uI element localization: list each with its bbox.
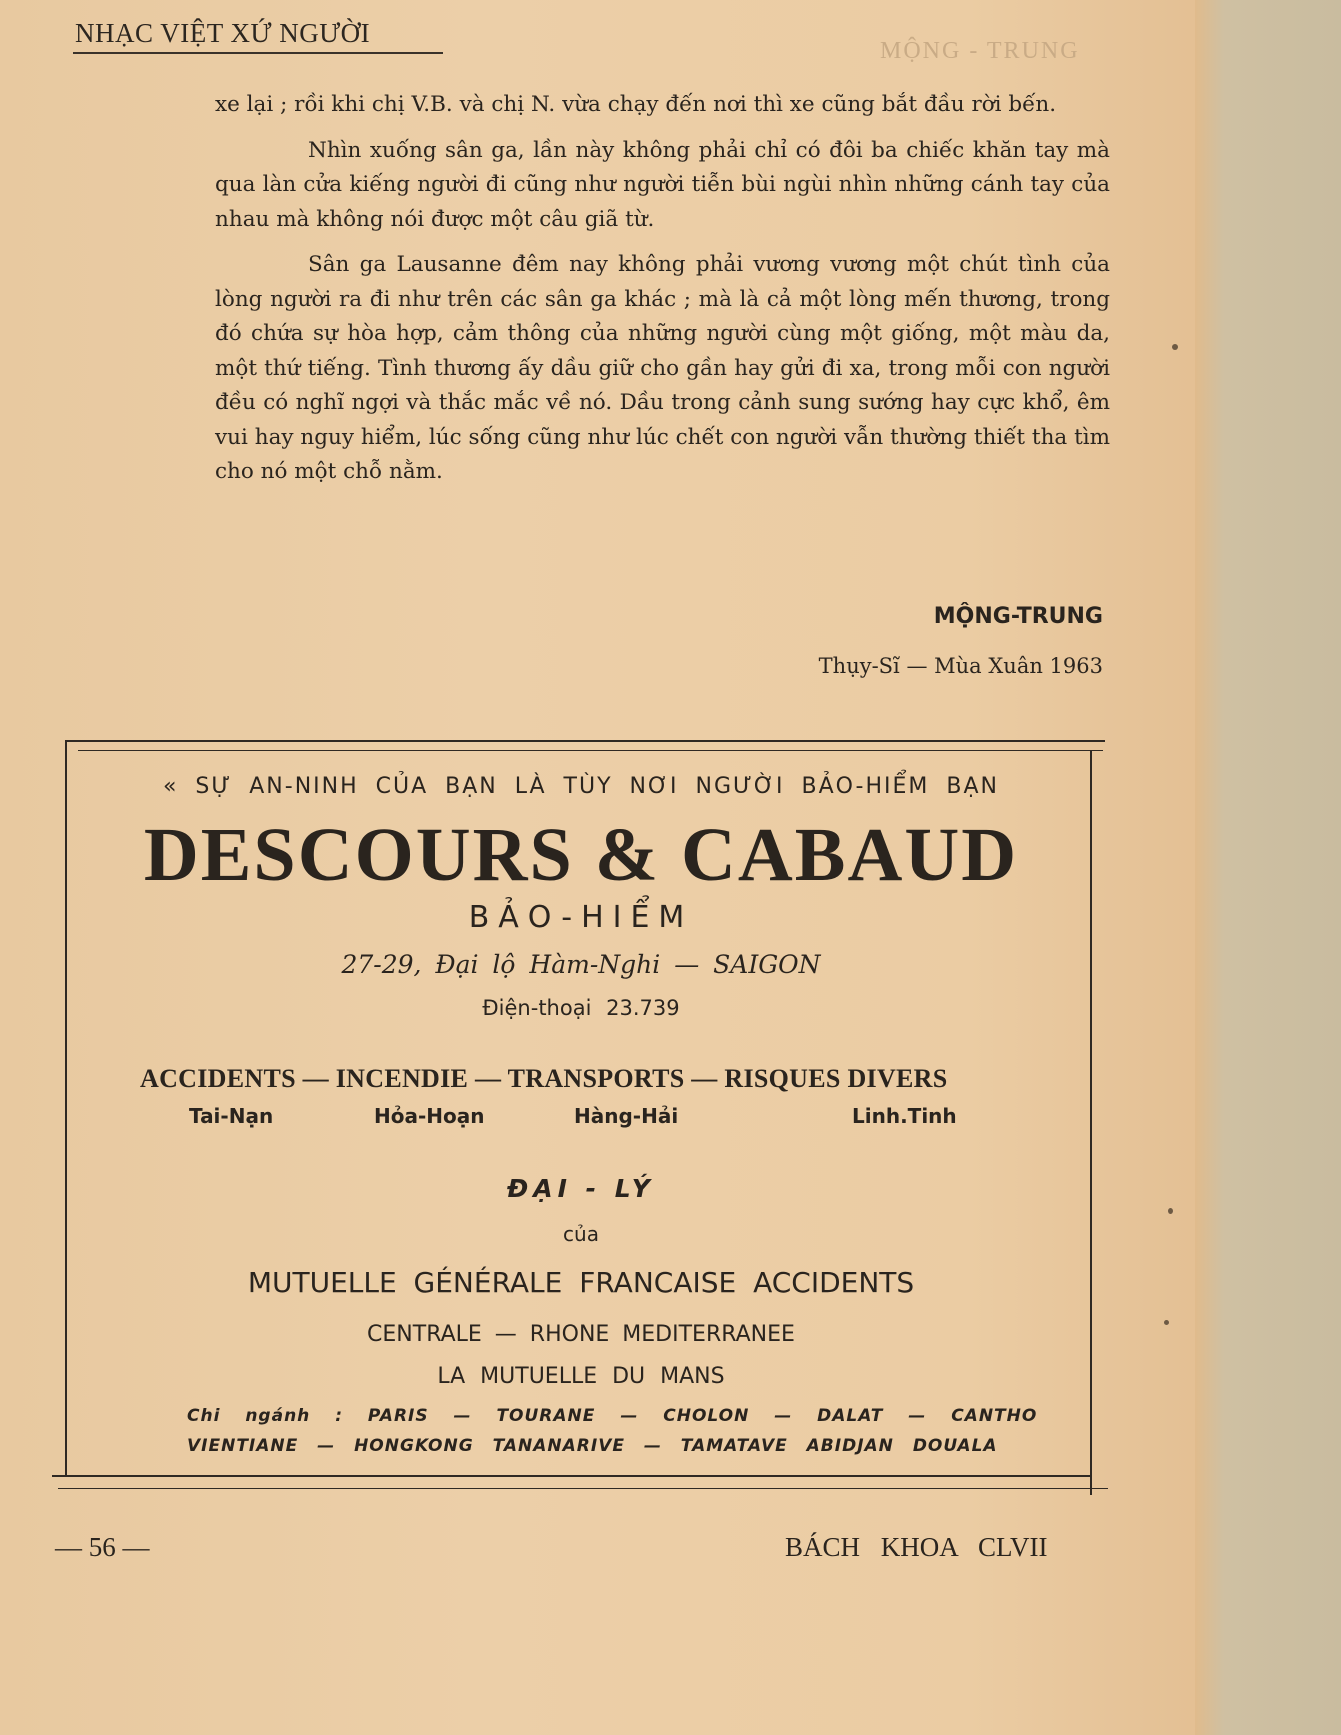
page-edge-background [1195, 0, 1341, 1735]
running-header: NHẠC VIỆT XỨ NGƯỜI [75, 18, 371, 48]
paragraph: Sân ga Lausanne đêm nay không phải vương vương một chút tình của lòng người ra đi như trên các sân ga khác ; mà là cả một lòng mến thương, trong đó chứa sự hòa hợp, cảm thông của những người cùng một giống, một màu da, một thứ tiếng. Tình thương ấy dầu giữ cho gần hay gửi đi xa, trong mỗi con người đều có nghĩ ngợi và thắc mắc về nó. Dầu trong cảnh sung sướng hay cực khổ, êm vui hay nguy hiểm, lúc sống cũng như lúc chết con người vẫn thường thiết tha tìm cho nó một chỗ nằm. [215, 252, 1110, 484]
ad-categories: ACCIDENTS — INCENDIE — TRANSPORTS — RISQUES DIVERS [140, 1064, 948, 1093]
page-number: — 56 — [55, 1532, 150, 1562]
paragraph: Nhìn xuống sân ga, lần này không phải chỉ có đôi ba chiếc khăn tay mà qua làn cửa kiếng người đi cũng như người tiễn bùi ngùi nhìn những cánh tay của nhau mà không nói được một câu giã từ. [215, 137, 1110, 232]
paragraph: xe lại ; rồi khi chị V.B. và chị N. vừa chạy đến nơi thì xe cũng bắt đầu rời bến. [215, 92, 1057, 117]
ad-brand: DESCOURS & CABAUD [143, 813, 1019, 897]
author-signature: MỘNG-TRUNG [933, 604, 1103, 629]
ad-branches-line-1: Chi ngánh : PARIS — TOURANE — CHOLON — DALAT — CANTHO [187, 1406, 1038, 1426]
ad-company-3: LA MUTUELLE DU MANS [437, 1364, 725, 1389]
article-body [215, 88, 1110, 501]
ad-category-vn: Hàng-Hải [574, 1104, 679, 1128]
journal-name: BÁCH KHOA CLVII [785, 1532, 1048, 1562]
ad-branches-line-2: VIENTIANE — HONGKONG TANANARIVE — TAMATAVE ABIDJAN DOUALA [187, 1436, 998, 1456]
ad-slogan: « SỰ AN-NINH CỦA BẠN LÀ TÙY NƠI NGƯỜI BẢO-HIỂM BẠN [162, 774, 1000, 799]
ad-address: 27-29, Đại lộ Hàm-Nghi — SAIGON [341, 950, 821, 979]
ad-agent-title: ĐẠI - LÝ [507, 1174, 655, 1203]
ad-category-vn: Tai-Nạn [189, 1104, 274, 1128]
paper-spot [1164, 1320, 1169, 1325]
paper-spot [1172, 344, 1178, 350]
ad-company: MUTUELLE GÉNÉRALE FRANCAISE ACCIDENTS [247, 1266, 915, 1299]
bleed-through-text: MỘNG - TRUNG [880, 38, 1080, 64]
insurance-advertisement [52, 740, 1110, 1492]
place-date: Thụy-Sĩ — Mùa Xuân 1963 [818, 654, 1103, 678]
ad-subbrand: BẢO-HIỂM [468, 900, 694, 935]
ad-phone: Điện-thoại 23.739 [482, 996, 680, 1020]
ad-category-vn: Hỏa-Hoạn [374, 1104, 485, 1128]
ad-company-2: CENTRALE — RHONE MEDITERRANEE [367, 1322, 795, 1347]
ad-category-vn: Linh.Tinh [852, 1104, 957, 1128]
paper-spot [1168, 1208, 1173, 1214]
header-underline [73, 52, 443, 54]
ad-of: của [563, 1222, 599, 1246]
